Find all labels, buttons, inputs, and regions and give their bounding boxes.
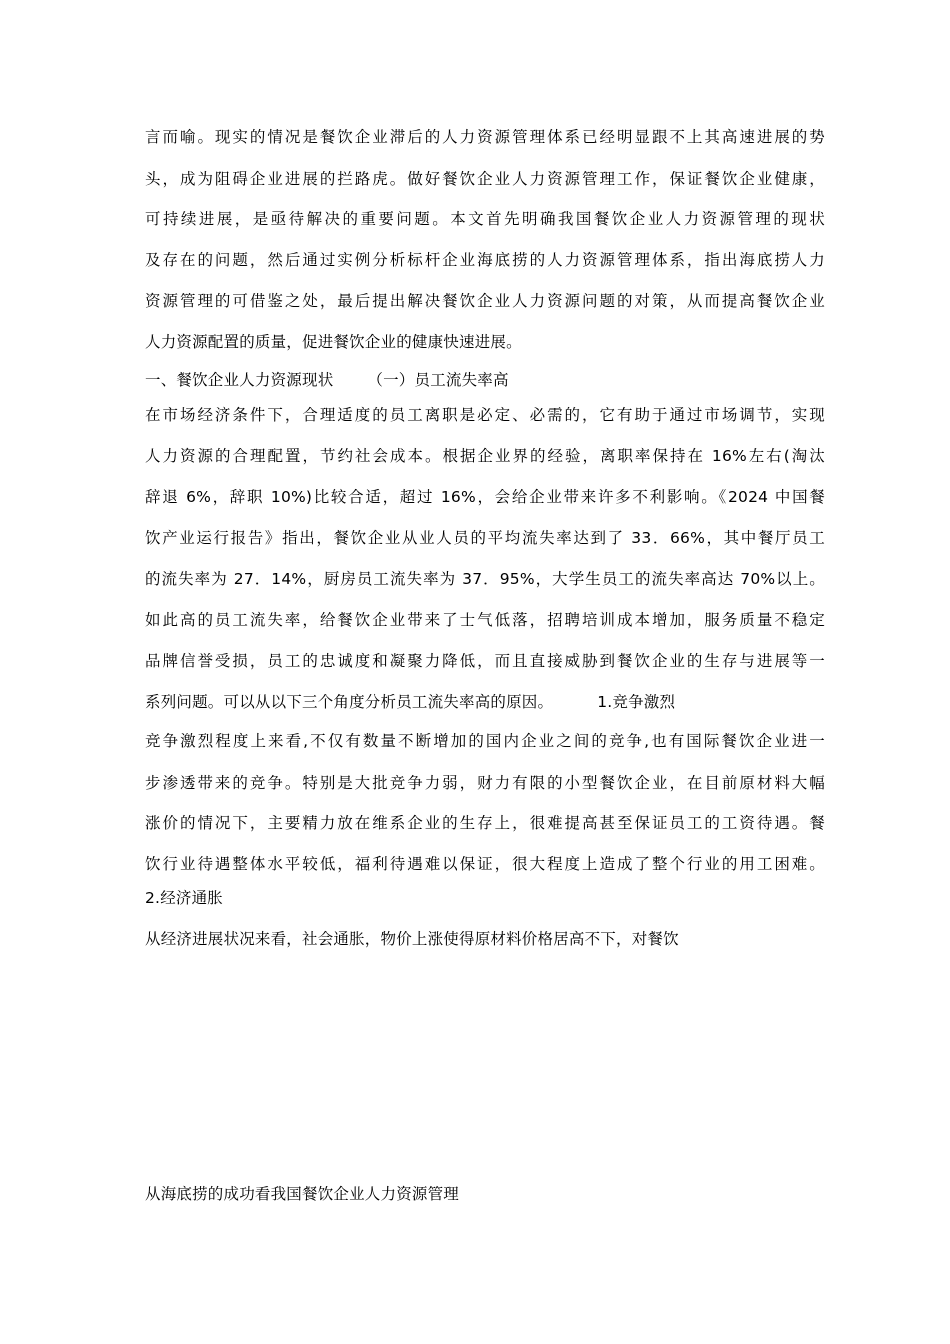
turnover-line-4: 饮产业运行报告》指出，餐饮企业从业人员的平均流失率达到了 33．66%，其中餐厅员工 <box>145 529 825 547</box>
turnover-line-7: 品牌信誉受损，员工的忠诚度和凝聚力降低，而且直接威胁到餐饮企业的生存与进展等一 <box>145 652 825 670</box>
turnover-last-text: 系列问题。可以从以下三个角度分析员工流失率高的原因。 <box>145 693 554 711</box>
turnover-line-1: 在市场经济条件下，合理适度的员工离职是必定、必需的，它有助于通过市场调节，实现 <box>145 406 825 424</box>
intro-line-5: 资源管理的可借鉴之处，最后提出解决餐饮企业人力资源问题的对策，从而提高餐饮企业 <box>145 292 825 310</box>
intro-line-4: 及存在的问题，然后通过实例分析标杆企业海底捞的人力资源管理体系，指出海底捞人力 <box>145 251 825 269</box>
footer-title: 从海底捞的成功看我国餐饮企业人力资源管理 <box>145 1185 460 1203</box>
turnover-line-5: 的流失率为 27．14%，厨房员工流失率为 37．95%，大学生员工的流失率高达 70%以上。 <box>145 570 825 588</box>
subsection-heading: （一）员工流失率高 <box>367 371 509 389</box>
intro-line-3: 可持续进展，是亟待解决的重要问题。本文首先明确我国餐饮企业人力资源管理的现状 <box>145 210 825 228</box>
point2-heading: 2.经济通胀 <box>145 889 223 907</box>
turnover-line-6: 如此高的员工流失率，给餐饮企业带来了士气低落，招聘培训成本增加，服务质量不稳定 <box>145 611 825 629</box>
turnover-line-3: 辞退 6%，辞职 10%)比较合适，超过 16%，会给企业带来许多不利影响。《2024 中国餐 <box>145 488 825 506</box>
inflation-line: 从经济进展状况来看，社会通胀，物价上涨使得原材料价格居高不下，对餐饮 <box>145 930 679 948</box>
intro-line-1: 言而喻。现实的情况是餐饮企业滞后的人力资源管理体系已经明显跟不上其高速进展的势 <box>145 128 825 146</box>
intro-line-2: 头，成为阻碍企业进展的拦路虎。做好餐饮企业人力资源管理工作，保证餐饮企业健康， <box>145 170 825 188</box>
competition-line-4: 饮行业待遇整体水平较低，福利待遇难以保证，很大程度上造成了整个行业的用工困难。 <box>145 855 825 873</box>
intro-line-6: 人力资源配置的质量，促进餐饮企业的健康快速进展。 <box>145 333 522 351</box>
turnover-last-line <box>145 692 825 712</box>
point1-heading: 1.竞争激烈 <box>597 693 676 711</box>
turnover-line-2: 人力资源的合理配置，节约社会成本。根据企业界的经验，离职率保持在 16%左右(淘汰 <box>145 447 825 465</box>
competition-line-3: 涨价的情况下，主要精力放在维系企业的生存上，很难提高甚至保证员工的工资待遇。餐 <box>145 814 825 832</box>
competition-line-2: 步渗透带来的竞争。特别是大批竞争力弱，财力有限的小型餐饮企业，在目前原材料大幅 <box>145 774 825 792</box>
section-heading-line <box>145 370 825 390</box>
section-heading: 一、餐饮企业人力资源现状 <box>145 371 334 389</box>
competition-line-1: 竞争激烈程度上来看,不仅有数量不断增加的国内企业之间的竞争,也有国际餐饮企业进一 <box>145 732 825 750</box>
